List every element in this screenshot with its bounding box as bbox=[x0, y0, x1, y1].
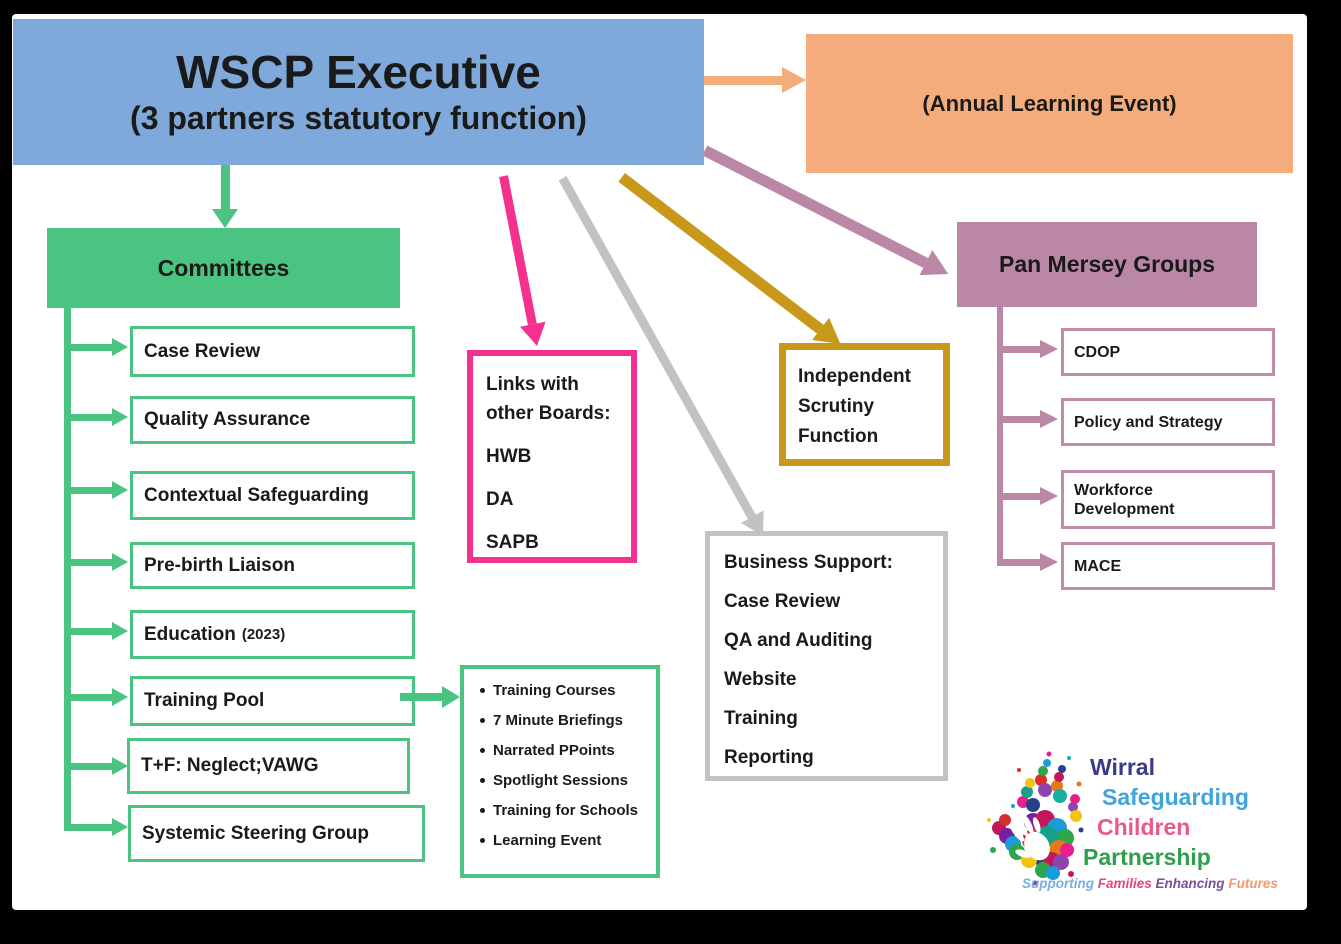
arrowhead-cdop-icon bbox=[1040, 340, 1058, 358]
list-item-label: Narrated PPoints bbox=[493, 742, 615, 759]
business-support-box bbox=[705, 531, 948, 781]
committee-item-quality-assurance bbox=[130, 396, 415, 444]
tagline-word: Enhancing bbox=[1155, 876, 1225, 891]
connector-case-review bbox=[64, 344, 112, 351]
links-boards-item: HWB bbox=[486, 446, 532, 467]
committee-item-education bbox=[130, 610, 415, 659]
list-item bbox=[474, 832, 656, 849]
arrowhead-training-outputs-icon bbox=[442, 686, 460, 708]
arrowhead-policy-strategy-icon bbox=[1040, 410, 1058, 428]
committee-item-suffix: (2023) bbox=[241, 626, 286, 643]
logo-word-safeguarding: Safeguarding bbox=[1102, 784, 1249, 810]
logo-tagline bbox=[1022, 876, 1292, 891]
committees-header-box bbox=[47, 228, 400, 308]
arrowhead-committees-icon bbox=[212, 209, 238, 228]
links-boards-heading: other Boards: bbox=[486, 403, 611, 424]
links-boards-item: SAPB bbox=[486, 532, 539, 553]
links-with-boards-box bbox=[467, 350, 637, 563]
arrowhead-education-icon bbox=[112, 622, 128, 640]
list-item-label: Spotlight Sessions bbox=[493, 772, 629, 789]
pan-mersey-item-label: CDOP bbox=[1074, 343, 1121, 361]
business-support-item: Training bbox=[724, 708, 798, 729]
connector-policy-strategy bbox=[997, 416, 1040, 423]
links-boards-heading: Links with bbox=[486, 374, 579, 395]
bullet-icon bbox=[480, 688, 485, 693]
arrowhead-mace-icon bbox=[1040, 553, 1058, 571]
logo-word-wirral: Wirral bbox=[1090, 754, 1155, 780]
committee-item-label: Education bbox=[144, 623, 236, 645]
annual-learning-event-box bbox=[806, 34, 1293, 173]
committee-item-pre-birth-liaison bbox=[130, 542, 415, 589]
pan-mersey-item-mace bbox=[1061, 542, 1275, 590]
business-support-item: Reporting bbox=[724, 747, 814, 768]
bullet-icon bbox=[480, 748, 485, 753]
tagline-word: Supporting bbox=[1022, 876, 1094, 891]
connector-mace bbox=[997, 559, 1040, 566]
committees-trunk-line bbox=[64, 308, 71, 831]
connector-tf-neglect-vawg bbox=[64, 763, 112, 770]
committee-item-tf-neglect-vawg bbox=[127, 738, 410, 794]
bullet-icon bbox=[480, 778, 485, 783]
pan-mersey-item-workforce-development bbox=[1061, 470, 1275, 529]
logo-word-partnership: Partnership bbox=[1083, 844, 1211, 870]
pan-mersey-item-label: Policy and Strategy bbox=[1074, 413, 1223, 431]
connector-pre-birth-liaison bbox=[64, 559, 112, 566]
arrowhead-training-pool-icon bbox=[112, 688, 128, 706]
pan-mersey-header-box bbox=[957, 222, 1257, 307]
annual-learning-event-label: (Annual Learning Event) bbox=[922, 90, 1177, 116]
connector-training-pool bbox=[64, 694, 112, 701]
list-item bbox=[474, 712, 656, 729]
arrow-training-pool-outputs bbox=[400, 693, 442, 701]
committee-item-label: Training Pool bbox=[144, 690, 265, 711]
arrowhead-quality-assurance-icon bbox=[112, 408, 128, 426]
list-item-label: Learning Event bbox=[493, 832, 602, 849]
logo-hand-icon bbox=[983, 750, 1085, 892]
links-boards-item: DA bbox=[486, 489, 514, 510]
committee-item-label: Case Review bbox=[144, 340, 261, 362]
list-item bbox=[474, 742, 656, 759]
tagline-word: Futures bbox=[1228, 876, 1278, 891]
wscp-executive-subtitle: (3 partners statutory function) bbox=[130, 100, 587, 136]
arrow-to-committees bbox=[221, 165, 230, 209]
business-support-item: QA and Auditing bbox=[724, 630, 873, 651]
connector-cdop bbox=[997, 346, 1040, 353]
arrowhead-case-review-icon bbox=[112, 338, 128, 356]
connector-education bbox=[64, 628, 112, 635]
arrowhead-tf-neglect-vawg-icon bbox=[112, 757, 128, 775]
pan-mersey-item-label: MACE bbox=[1074, 557, 1122, 575]
bullet-icon bbox=[480, 718, 485, 723]
logo-wordmark bbox=[1083, 752, 1298, 872]
tagline-word: Families bbox=[1097, 876, 1152, 891]
business-support-item: Case Review bbox=[724, 591, 841, 612]
arrowhead-annual-event-icon bbox=[782, 67, 806, 93]
list-item bbox=[474, 682, 656, 699]
committee-item-case-review bbox=[130, 326, 415, 377]
bullet-icon bbox=[480, 808, 485, 813]
committees-title: Committees bbox=[157, 254, 290, 281]
list-item bbox=[474, 802, 656, 819]
arrowhead-systemic-steering-icon bbox=[112, 818, 128, 836]
independent-scrutiny-box bbox=[779, 343, 950, 466]
training-outputs-box bbox=[460, 665, 660, 878]
independent-scrutiny-line: Function bbox=[798, 426, 879, 447]
business-support-item: Website bbox=[724, 669, 797, 690]
business-support-heading: Business Support: bbox=[724, 552, 893, 573]
committee-item-label: T+F: Neglect;VAWG bbox=[141, 755, 319, 776]
pan-mersey-item-label: Workforce Development bbox=[1074, 481, 1175, 518]
connector-systemic-steering bbox=[64, 824, 112, 831]
logo-word-children: Children bbox=[1097, 814, 1191, 840]
arrowhead-workforce-development-icon bbox=[1040, 487, 1058, 505]
wscp-executive-title: WSCP Executive bbox=[176, 46, 541, 98]
arrowhead-contextual-safeguarding-icon bbox=[112, 481, 128, 499]
list-item-label: Training for Schools bbox=[493, 802, 639, 819]
list-item-label: 7 Minute Briefings bbox=[493, 712, 624, 729]
wscp-executive-box bbox=[13, 19, 704, 165]
committee-item-label: Contextual Safeguarding bbox=[144, 484, 369, 506]
list-item bbox=[474, 772, 656, 789]
committee-item-training-pool bbox=[130, 676, 415, 726]
independent-scrutiny-line: Scrutiny bbox=[798, 396, 875, 417]
committee-item-label: Quality Assurance bbox=[144, 409, 311, 430]
pan-mersey-title: Pan Mersey Groups bbox=[998, 251, 1216, 277]
pan-mersey-item-policy-strategy bbox=[1061, 398, 1275, 446]
committee-item-label: Pre-birth Liaison bbox=[144, 554, 295, 576]
connector-workforce-development bbox=[997, 493, 1040, 500]
list-item-label: Training Courses bbox=[493, 682, 616, 699]
committee-item-contextual-safeguarding bbox=[130, 471, 415, 520]
independent-scrutiny-line: Independent bbox=[798, 366, 911, 387]
committee-item-label: Systemic Steering Group bbox=[142, 822, 370, 844]
connector-contextual-safeguarding bbox=[64, 487, 112, 494]
committee-item-systemic-steering-group bbox=[128, 805, 425, 862]
bullet-icon bbox=[480, 838, 485, 843]
arrowhead-pre-birth-liaison-icon bbox=[112, 553, 128, 571]
arrow-to-annual-event bbox=[704, 76, 784, 85]
connector-quality-assurance bbox=[64, 414, 112, 421]
pan-mersey-item-cdop bbox=[1061, 328, 1275, 376]
